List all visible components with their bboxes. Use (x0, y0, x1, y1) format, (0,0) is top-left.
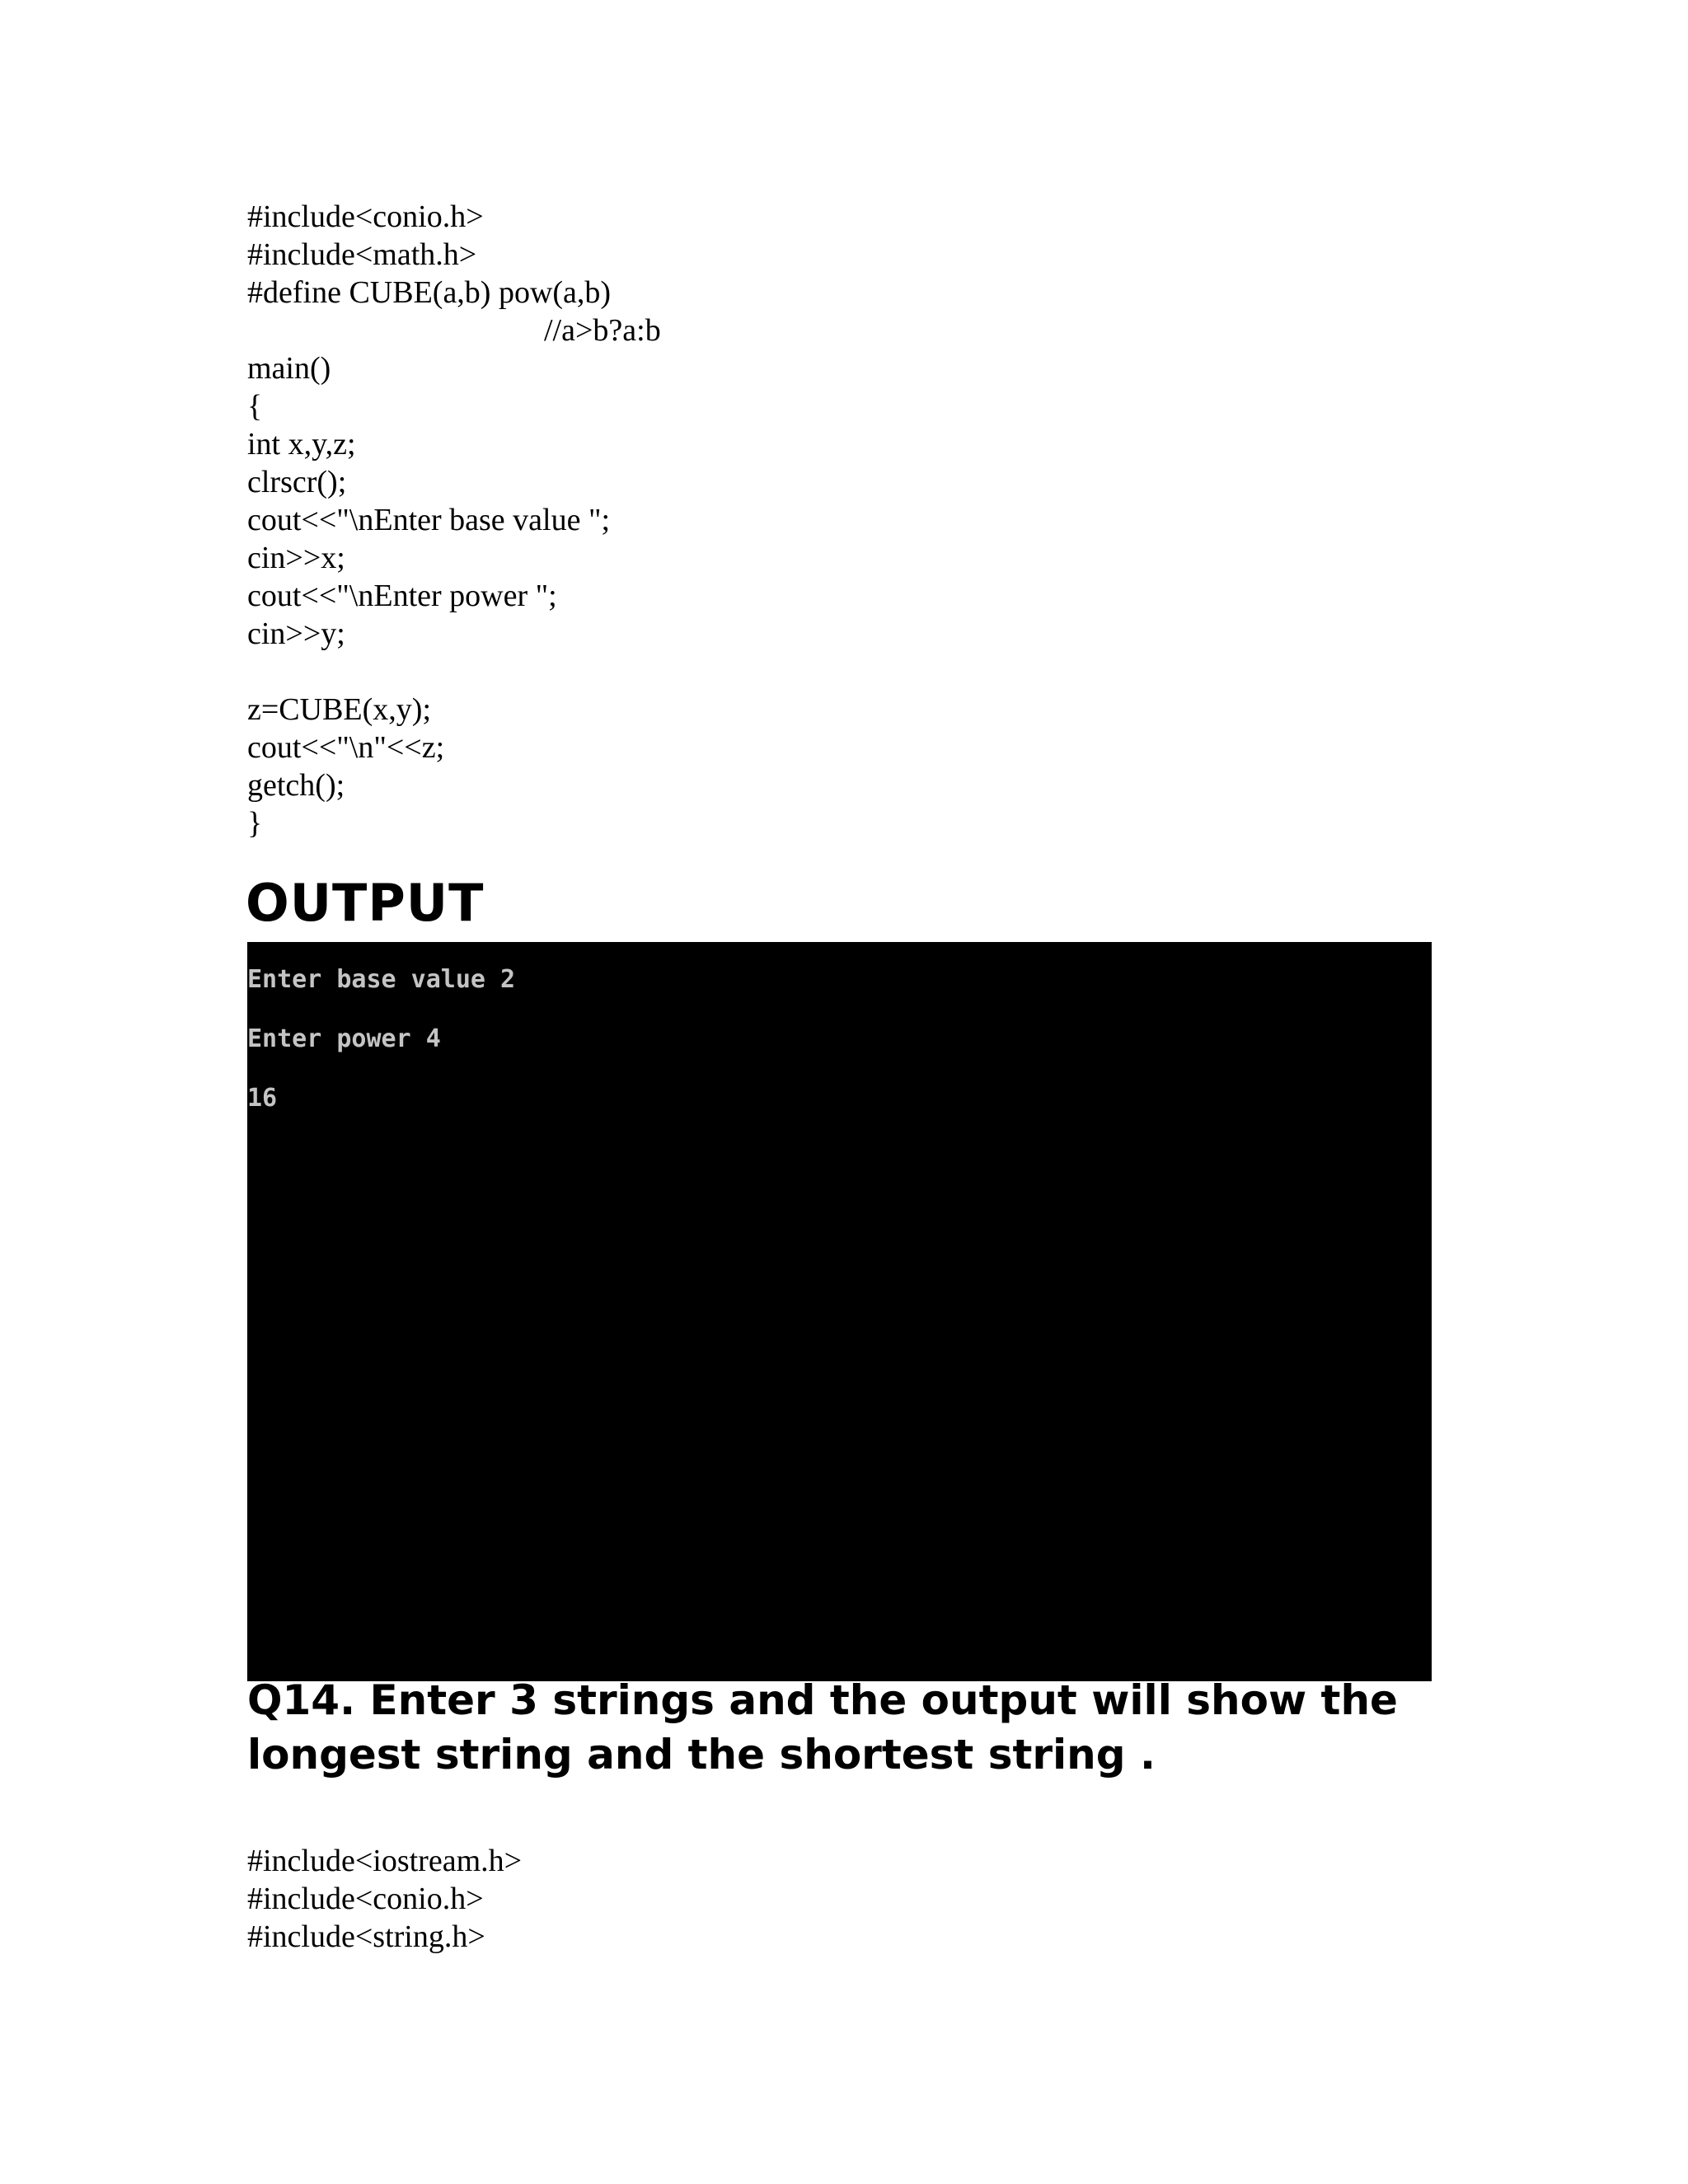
console-line: Enter base value 2 (247, 965, 516, 994)
console-line: Enter power 4 (247, 1024, 441, 1053)
code-line: main() (247, 351, 331, 386)
code-line: clrscr(); (247, 465, 347, 499)
code-line: int x,y,z; (247, 427, 356, 462)
code-line: cin>>y; (247, 616, 345, 651)
output-heading: OUTPUT (246, 873, 485, 933)
code-line: getch(); (247, 768, 345, 803)
code-line: #include<math.h> (247, 237, 477, 272)
code-line: cout<<"\nEnter power "; (247, 579, 557, 613)
console-output-screenshot (247, 942, 1432, 1681)
question-heading: Q14. Enter 3 strings and the output will show the longest string and the shortest string . (247, 1676, 1398, 1779)
code-line: #define CUBE(a,b) pow(a,b) (247, 275, 612, 310)
code-comment: //a>b?a:b (544, 313, 661, 348)
code-line: #include<string.h> (247, 1919, 485, 1954)
code-line: cin>>x; (247, 541, 345, 575)
code-line: cout<<"\nEnter base value "; (247, 503, 611, 537)
code-line: } (247, 806, 263, 841)
console-line: 16 (247, 1084, 278, 1113)
code-line: #include<iostream.h> (247, 1844, 523, 1878)
code-line: #include<conio.h> (247, 1882, 484, 1916)
code-line: cout<<"\n"<<z; (247, 730, 445, 765)
code-line: { (247, 389, 263, 424)
code-line: #include<conio.h> (247, 199, 484, 234)
code-line: z=CUBE(x,y); (247, 692, 432, 727)
